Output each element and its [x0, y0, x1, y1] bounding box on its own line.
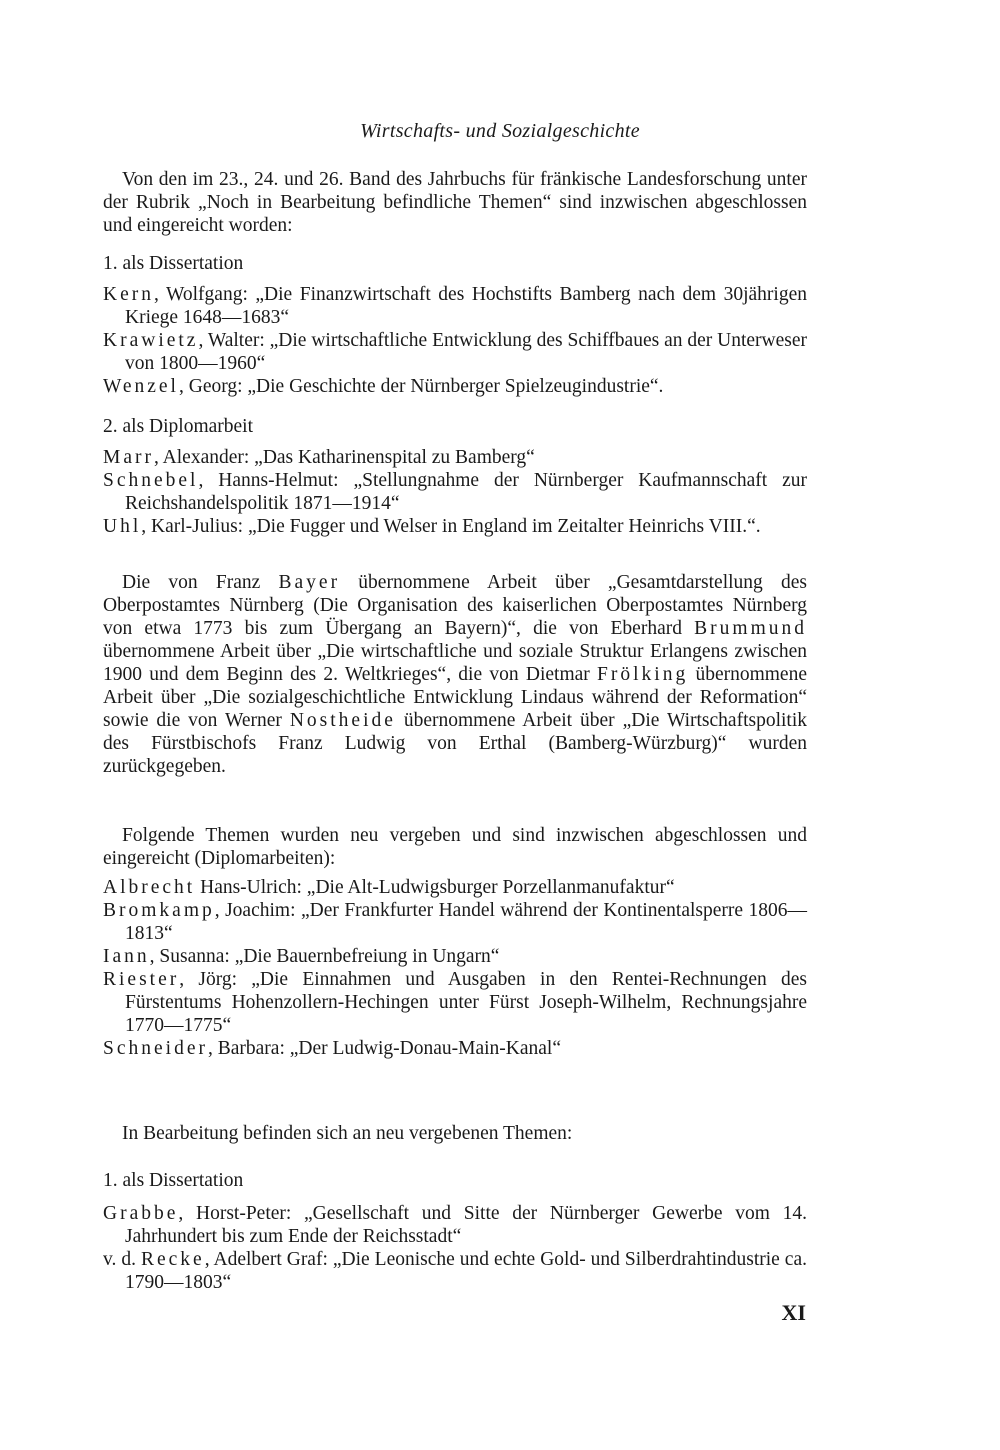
section2-block — [103, 415, 807, 538]
new-completed-intro: Folgende Themen wurden neu vergeben und sind inzwischen abgeschlossen und eingereicht (Diplomarbeiten): — [103, 825, 807, 869]
author-surname: Schnebel — [103, 470, 199, 491]
list-item — [103, 1248, 807, 1294]
list-item — [103, 329, 807, 375]
in-progress-block — [103, 1122, 807, 1294]
author-surname: Recke — [140, 1249, 205, 1270]
text-run: übernommene Arbeit über „Die Wirtschaftspolitik des Fürstbischofs Franz Ludwig von Erthal (Bamberg-Würzburg)“ wurden zurückgegeben. — [103, 710, 807, 777]
section2-label: 2. als Diplomarbeit — [103, 416, 254, 437]
list-item — [103, 446, 807, 469]
author-surname: Schneider — [103, 1038, 208, 1059]
author-surname: Nostheide — [289, 710, 396, 731]
author-surname: Marr — [103, 447, 154, 468]
author-surname: Uhl — [103, 516, 142, 537]
list-item — [103, 945, 807, 968]
intro-paragraph: Von den im 23., 24. und 26. Band des Jahrbuchs für fränkische Landesforschung unter der Rubrik „Noch in Bearbeitung befindliche Themen“ sind inzwischen abgeschlossen und eingereicht worden: — [103, 169, 807, 236]
author-surname: Wenzel — [103, 376, 179, 397]
author-surname: Kern — [103, 284, 154, 305]
author-surname: Bayer — [278, 572, 341, 593]
entry-text: , Karl-Julius: „Die Fugger und Welser in England im Zeitalter Heinrichs VIII.“. — [141, 516, 761, 537]
name-prefix: v. d. — [103, 1249, 141, 1270]
new-completed-block — [103, 824, 807, 1060]
list-item — [103, 283, 807, 329]
author-surname: Brummund — [694, 618, 807, 639]
returned-paragraph — [103, 571, 807, 778]
list-item — [103, 515, 807, 538]
entry-text: , Jörg: „Die Einnahmen und Ausgaben in den Rentei-Rechnungen des Fürstentums Hohenzollern-Hechingen unter Fürst Joseph-Wilhelm, Rechnungsjahre 1770—1775“ — [125, 969, 807, 1036]
returned-block — [103, 571, 807, 778]
author-surname: Albrecht — [103, 877, 196, 898]
page-number: XI — [781, 1300, 806, 1325]
author-surname: Iann — [103, 946, 150, 967]
list-item — [103, 899, 807, 945]
text-run: Die von Franz — [122, 572, 279, 593]
entry-text: , Horst-Peter: „Gesellschaft und Sitte der Nürnberger Gewerbe vom 14. Jahrhundert bis zum Ende der Reichsstadt“ — [125, 1203, 807, 1247]
list-item — [103, 876, 807, 899]
intro-block — [103, 168, 807, 237]
text-run: übernommene Arbeit über „Gesamtdarstellung des Oberpostamtes Nürnberg (Die Organisation des kaiserlichen Oberpostamtes Nürnberg von etwa 1773 bis zum Übergang an Bayern)“, die von Eberhard — [103, 572, 807, 639]
entry-text: Hans-Ulrich: „Die Alt-Ludwigsburger Porzellanmanufaktur“ — [195, 877, 675, 898]
in-progress-intro: In Bearbeitung befinden sich an neu vergebenen Themen: — [122, 1123, 573, 1144]
entry-text: , Georg: „Die Geschichte der Nürnberger Spielzeugindustrie“. — [178, 376, 664, 397]
list-item — [103, 375, 807, 398]
author-surname: Frölking — [597, 664, 689, 685]
author-surname: Grabbe — [103, 1203, 179, 1224]
section1-label: 1. als Dissertation — [103, 253, 244, 274]
entry-text: , Susanna: „Die Bauernbefreiung in Ungarn“ — [149, 946, 500, 967]
text-run: übernommene Arbeit über „Die sozialgeschichtliche Entwicklung Lindaus während der Reformation“ sowie die von Werner — [103, 664, 807, 731]
list-item — [103, 968, 807, 1037]
entry-text: , Walter: „Die wirtschaftliche Entwicklung des Schiffbaues an der Unterweser von 1800—1960“ — [125, 330, 807, 374]
author-surname: Bromkamp — [103, 900, 215, 921]
list-item — [103, 469, 807, 515]
entry-text: , Joachim: „Der Frankfurter Handel während der Kontinentalsperre 1806—1813“ — [125, 900, 807, 944]
section-heading: Wirtschafts- und Sozialgeschichte — [360, 120, 640, 142]
entry-text: , Alexander: „Das Katharinenspital zu Bamberg“ — [153, 447, 535, 468]
in-progress-label: 1. als Dissertation — [103, 1170, 244, 1191]
section1-block — [103, 252, 807, 398]
list-item — [103, 1037, 807, 1060]
author-surname: Riester — [103, 969, 180, 990]
entry-text: , Hanns-Helmut: „Stellungnahme der Nürnberger Kaufmannschaft zur Reichshandelspolitik 1871—1914“ — [125, 470, 807, 514]
entry-text: , Wolfgang: „Die Finanzwirtschaft des Hochstifts Bamberg nach dem 30jährigen Kriege 1648—1683“ — [125, 284, 807, 328]
entry-text: , Barbara: „Der Ludwig-Donau-Main-Kanal“ — [207, 1038, 562, 1059]
author-surname: Krawietz — [103, 330, 199, 351]
text-run: übernommene Arbeit über „Die wirtschaftliche und soziale Struktur Erlangens zwischen 1900 und dem Beginn des 2. Weltkrieges“, die von Dietmar — [103, 641, 807, 685]
list-item — [103, 1202, 807, 1248]
entry-text: , Adelbert Graf: „Die Leonische und echte Gold- und Silberdrahtindustrie ca. 1790—1803“ — [125, 1249, 807, 1293]
